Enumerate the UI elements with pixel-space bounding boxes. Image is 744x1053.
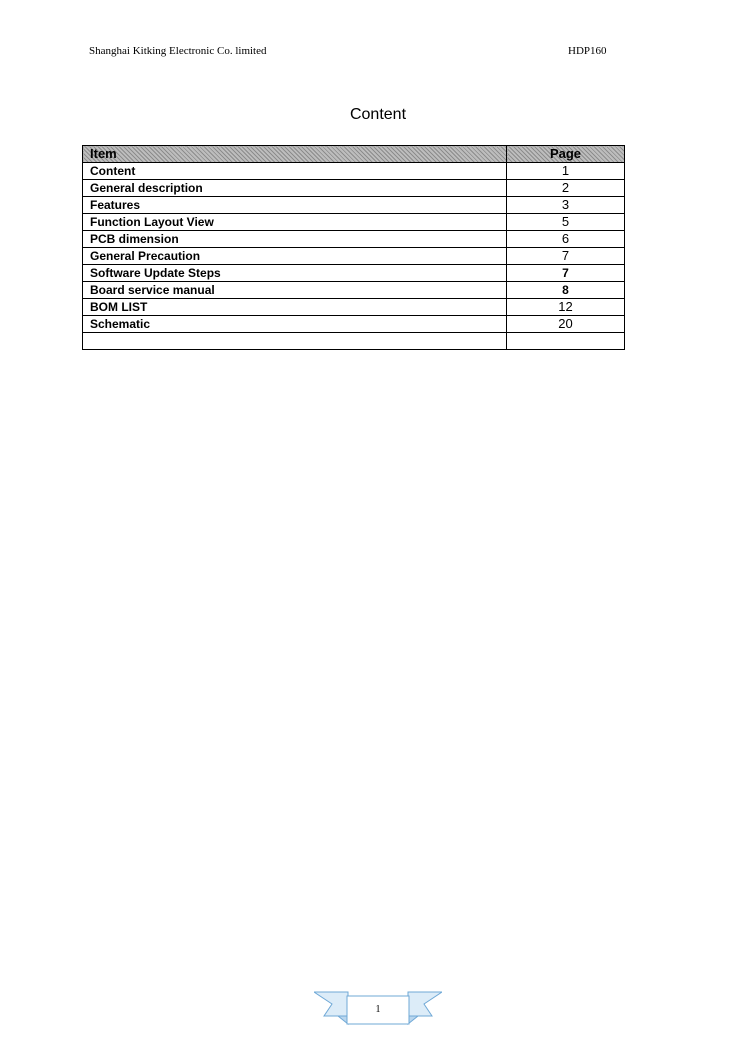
row-item: General Precaution xyxy=(83,248,507,265)
row-page: 5 xyxy=(507,214,625,231)
row-item: Function Layout View xyxy=(83,214,507,231)
table-row xyxy=(83,197,625,214)
header-page: Page xyxy=(507,146,625,163)
table-row xyxy=(83,163,625,180)
row-page: 6 xyxy=(507,231,625,248)
row-item: Schematic xyxy=(83,316,507,333)
contents-table xyxy=(82,145,625,350)
row-page: 7 xyxy=(507,265,625,282)
table-row xyxy=(83,180,625,197)
row-item: Software Update Steps xyxy=(83,265,507,282)
header-item: Item xyxy=(83,146,507,163)
table-row xyxy=(83,231,625,248)
row-page: 1 xyxy=(507,163,625,180)
page-title: Content xyxy=(349,106,407,123)
row-item xyxy=(83,333,507,350)
table-row xyxy=(83,248,625,265)
table-header-row xyxy=(83,146,625,163)
table-row xyxy=(83,282,625,299)
row-item: BOM LIST xyxy=(83,299,507,316)
table-row xyxy=(83,299,625,316)
table-row xyxy=(83,316,625,333)
row-page: 8 xyxy=(507,282,625,299)
table-row xyxy=(83,214,625,231)
header-company: Shanghai Kitking Electronic Co. limited xyxy=(89,45,267,57)
row-item: PCB dimension xyxy=(83,231,507,248)
row-page: 12 xyxy=(507,299,625,316)
row-page xyxy=(507,333,625,350)
table-row xyxy=(83,265,625,282)
row-page: 7 xyxy=(507,248,625,265)
row-page: 20 xyxy=(507,316,625,333)
row-page: 2 xyxy=(507,180,625,197)
header-model: HDP160 xyxy=(568,45,607,57)
row-item: General description xyxy=(83,180,507,197)
row-item: Features xyxy=(83,197,507,214)
page-number: 1 xyxy=(375,1004,381,1015)
row-item: Board service manual xyxy=(83,282,507,299)
row-item: Content xyxy=(83,163,507,180)
row-page: 3 xyxy=(507,197,625,214)
table-row xyxy=(83,333,625,350)
